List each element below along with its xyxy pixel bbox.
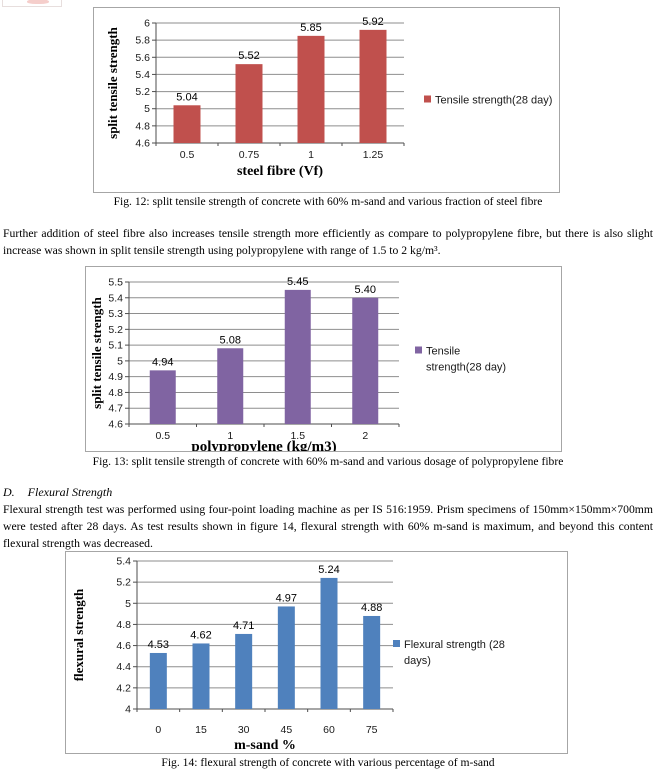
y-tick-label: 4.6	[116, 640, 131, 653]
section-title: Flexural Strength	[27, 485, 113, 499]
y-tick-label: 4.4	[116, 661, 131, 674]
cropped-annotation-fragment	[2, 0, 62, 7]
bar-value-label: 4.88	[360, 601, 383, 614]
y-tick-label: 4.6	[108, 418, 123, 431]
x-category-label: 1.5	[290, 430, 306, 442]
y-tick-label: 5.2	[116, 576, 131, 589]
bar-value-label: 5.04	[176, 91, 198, 104]
y-tick-label: 5.1	[108, 339, 123, 352]
bar-value-label: 4.71	[232, 619, 255, 632]
y-tick-label: 5.6	[135, 51, 150, 64]
bar	[352, 298, 378, 424]
bar-value-label: 5.24	[318, 563, 340, 576]
category-labels	[155, 724, 377, 736]
bar-value-label: 4.62	[190, 629, 212, 642]
bar	[298, 36, 325, 143]
legend-label: strength(28 day)	[426, 361, 507, 374]
category-labels	[180, 149, 384, 161]
legend-label: Tensile	[426, 345, 461, 358]
bar-value-label: 4.94	[152, 356, 174, 369]
y-tick-label: 5.4	[116, 555, 131, 568]
y-tick-label: 4.7	[108, 402, 123, 415]
gridlines	[137, 561, 393, 688]
y-axis-title: split tensile strength	[105, 27, 120, 139]
y-tick-label: 4.8	[135, 120, 150, 133]
bar	[174, 105, 201, 143]
x-category-label: 1	[227, 430, 234, 442]
y-tick-label: 4	[125, 703, 131, 716]
x-category-label: 30	[237, 724, 250, 736]
bar-value-label: 4.53	[147, 638, 170, 651]
y-tick-label: 4.8	[116, 618, 131, 631]
y-tick-label: 4.6	[135, 137, 150, 150]
legend-label: Flexural strength (28	[404, 639, 505, 651]
x-category-label: 45	[280, 724, 293, 736]
paragraph-flexural-strength: Flexural strength test was performed using four-point loading machine as per IS 516:1959. Prism specimens of 150mm×150mm×700mm were tested after 28 days. As test results shown in figure 14, flexural strength with 60% m-sand is maximum, and beyond this content flexural strength was decreased.	[3, 503, 653, 550]
bar-value-label: 5.45	[287, 275, 309, 288]
legend	[393, 639, 505, 667]
bar	[235, 634, 252, 709]
x-category-label: 60	[323, 724, 335, 736]
x-category-label: 1	[308, 149, 314, 161]
bar	[217, 348, 243, 424]
figure-13-caption: Fig. 13: split tensile strength of concrete with 60% m-sand and various dosage of polypropylene fibre	[92, 455, 564, 468]
fig12-plot	[94, 8, 559, 192]
x-category-label: 0.75	[238, 149, 260, 161]
x-category-label: 15	[195, 724, 207, 736]
y-tick-label: 5.4	[135, 68, 150, 81]
figure-14-chart	[65, 551, 568, 754]
legend-marker	[424, 96, 431, 103]
bar	[360, 30, 387, 143]
x-axis-title: steel fibre (Vf)	[236, 164, 324, 179]
y-tick-label: 5.2	[135, 86, 150, 99]
x-category-label: 0	[155, 724, 162, 736]
x-category-label: 0.5	[179, 149, 195, 161]
x-category-label: 2	[362, 430, 369, 442]
figure-14-caption: Fig. 14: flexural strength of concrete with various percentage of m-sand	[161, 756, 495, 769]
fig13-plot	[86, 267, 561, 451]
bars	[150, 290, 379, 424]
bar-value-label: 4.97	[275, 592, 298, 605]
y-tick-label: 6	[144, 17, 150, 30]
x-category-label: 1.25	[362, 149, 384, 161]
bar	[236, 64, 263, 143]
y-tick-label: 4.9	[108, 371, 123, 384]
paragraph-steel-fibre: Further addition of steel fibre also increases tensile strength more efficiently as compare to polypropylene fibre, but there is also slight increase was shown in split tensile strength using polypropylene with range of 1.5 to 2 kg/m³.	[3, 227, 653, 257]
y-tick-label: 4.8	[108, 386, 123, 399]
figure-12-chart	[93, 7, 560, 193]
legend-marker	[393, 640, 400, 647]
bar	[285, 290, 311, 424]
y-tick-label: 5.3	[108, 308, 123, 321]
legend-marker	[415, 347, 422, 354]
x-axis-title: m-sand %	[234, 738, 296, 753]
y-tick-label: 5	[117, 355, 123, 368]
section-heading-flexural-strength	[3, 485, 112, 500]
y-axis-title: split tensile strength	[89, 297, 104, 409]
bar	[278, 606, 295, 709]
y-tick-label: 5	[144, 103, 150, 116]
x-category-label: 75	[365, 724, 378, 736]
section-letter: D.	[3, 485, 15, 499]
data-labels	[148, 564, 383, 651]
y-tick-label: 5.8	[135, 34, 150, 47]
bars	[147, 578, 383, 709]
bar	[150, 370, 176, 424]
bar-value-label: 5.92	[362, 15, 384, 28]
bar	[193, 643, 210, 709]
y-axis-title: flexural strength	[71, 588, 86, 682]
legend	[424, 95, 552, 107]
data-labels	[176, 16, 383, 103]
x-category-label: 0.5	[155, 430, 171, 442]
y-tick-label: 4.2	[116, 682, 131, 695]
figure-13-chart	[85, 266, 562, 452]
y-tick-label: 5.5	[108, 276, 123, 289]
bar	[321, 578, 338, 709]
data-labels	[152, 276, 376, 368]
bar-value-label: 5.40	[354, 283, 376, 296]
bar-value-label: 5.08	[219, 334, 241, 347]
bar	[150, 653, 167, 709]
legend	[415, 346, 506, 374]
bar	[363, 616, 380, 709]
x-axis-title: polypropylene (kg/m3)	[191, 439, 337, 451]
legend-label: days)	[404, 655, 431, 667]
y-tick-label: 5.4	[108, 292, 123, 305]
fig14-plot	[66, 552, 567, 753]
figure-12-caption: Fig. 12: split tensile strength of concrete with 60% m-sand and various fraction of steel fibre	[113, 195, 543, 208]
bar-value-label: 5.52	[238, 50, 260, 63]
bar-value-label: 5.85	[300, 21, 322, 34]
legend-label: Tensile strength(28 day)	[435, 94, 553, 107]
red-pen-mark	[27, 0, 49, 4]
y-tick-label: 5	[125, 597, 131, 610]
y-tick-label: 5.2	[108, 323, 123, 336]
